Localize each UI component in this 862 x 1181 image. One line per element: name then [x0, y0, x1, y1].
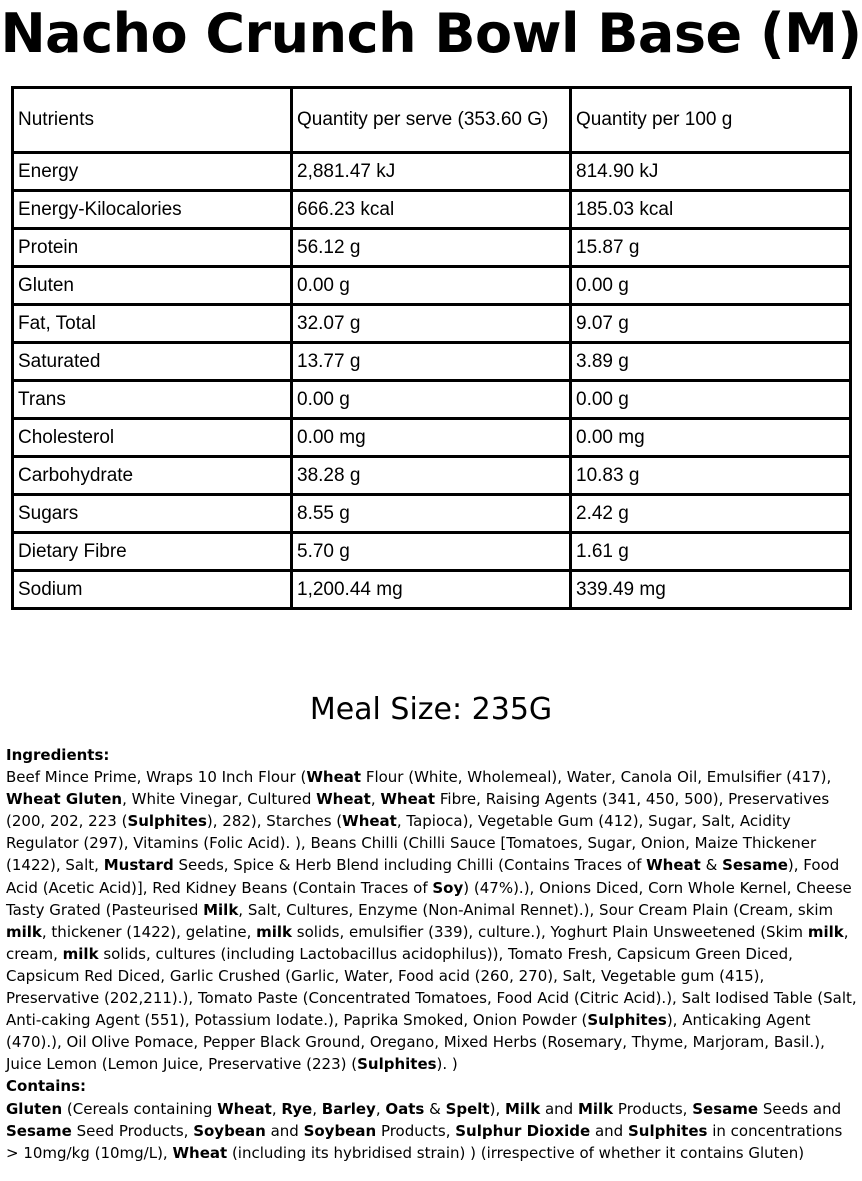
- ingredients-section: [6, 744, 858, 1164]
- ingredient-text: ), 282), Starches (: [206, 812, 343, 831]
- ingredient-text: Beef Mince Prime, Wraps 10 Inch Flour (: [6, 768, 307, 787]
- header-quantity-per-serve: Quantity per serve (353.60 G): [292, 88, 571, 153]
- table-row: [13, 229, 851, 267]
- ingredients-heading: Ingredients:: [6, 746, 110, 764]
- per-serve-cell: 666.23 kcal: [292, 191, 571, 229]
- per-100g-cell: 3.89 g: [571, 343, 851, 381]
- nutrient-name-cell: Gluten: [13, 267, 292, 305]
- allergen-text: Soybean: [303, 1121, 377, 1140]
- per-100g-cell: 339.49 mg: [571, 571, 851, 609]
- per-serve-cell: 2,881.47 kJ: [292, 153, 571, 191]
- allergen-text: Wheat: [172, 1143, 228, 1162]
- allergen-text: Sulphur Dioxide: [455, 1121, 591, 1140]
- per-100g-cell: 2.42 g: [571, 495, 851, 533]
- per-serve-cell: 13.77 g: [292, 343, 571, 381]
- table-row: [13, 381, 851, 419]
- per-serve-cell: 38.28 g: [292, 457, 571, 495]
- per-100g-cell: 15.87 g: [571, 229, 851, 267]
- per-100g-cell: 814.90 kJ: [571, 153, 851, 191]
- allergen-text: milk: [6, 922, 42, 941]
- contains-heading: Contains:: [6, 1077, 87, 1096]
- per-serve-cell: 0.00 g: [292, 267, 571, 305]
- allergen-text: Milk: [577, 1099, 614, 1118]
- per-serve-cell: 0.00 g: [292, 381, 571, 419]
- ingredient-text: Seeds and: [758, 1099, 842, 1118]
- nutrient-name-cell: Energy: [13, 153, 292, 191]
- allergen-text: milk: [62, 944, 99, 963]
- allergen-text: Wheat: [306, 768, 362, 787]
- ingredient-text: ), Anticaking Agent (470).), Oil Olive Pomace, Pepper Black Ground, Oregano, Mixed Herbs (Rosemary, Thyme, Marjoram, Basil.), Juice Lemon (Lemon Juice, Preservative (223) (: [6, 1011, 825, 1074]
- allergen-text: Wheat: [217, 1099, 272, 1118]
- ingredient-text: Products,: [376, 1121, 456, 1140]
- ingredient-text: , White Vinegar, Cultured: [122, 790, 317, 809]
- nutrient-name-cell: Fat, Total: [13, 305, 292, 343]
- ingredients-text: [6, 766, 858, 1075]
- nutrient-name-cell: Sodium: [13, 571, 292, 609]
- ingredient-text: , cream,: [6, 922, 849, 963]
- allergen-text: Sulphites: [627, 1121, 708, 1140]
- nutrient-name-cell: Cholesterol: [13, 419, 292, 457]
- allergen-text: Sulphites: [357, 1055, 437, 1074]
- per-100g-cell: 10.83 g: [571, 457, 851, 495]
- table-row: [13, 457, 851, 495]
- per-serve-cell: 1,200.44 mg: [292, 571, 571, 609]
- ingredient-text: &: [700, 856, 723, 875]
- table-row: [13, 305, 851, 343]
- allergen-text: Wheat: [646, 856, 701, 875]
- allergen-text: milk: [256, 922, 293, 941]
- contains-text: [6, 1098, 858, 1164]
- table-row: [13, 267, 851, 305]
- nutrient-name-cell: Carbohydrate: [13, 457, 292, 495]
- ingredient-text: ,: [312, 1099, 322, 1118]
- allergen-text: Gluten: [6, 1099, 63, 1118]
- header-quantity-per-100g: Quantity per 100 g: [571, 88, 851, 153]
- allergen-text: Oats: [385, 1099, 425, 1118]
- ingredient-text: ), Food Acid (Acetic Acid)], Red Kidney Beans (Contain Traces of: [6, 856, 840, 897]
- nutrient-name-cell: Dietary Fibre: [13, 533, 292, 571]
- table-header-row: [13, 88, 851, 153]
- allergen-text: Spelt: [445, 1099, 490, 1118]
- per-100g-cell: 1.61 g: [571, 533, 851, 571]
- ingredient-text: solids, cultures (including Lactobacillus acidophilus)), Tomato Fresh, Capsicum Green Diced, Capsicum Red Diced, Garlic Crushed (Garlic, Water, Food acid (260, 270), Salt, Vegetable gum (415), Preservative (202,211).), Tomato Paste (Concentrated Tomatoes, Food Acid (Citric Acid).), Salt Iodised Table (Salt, Anti-caking Agent (551), Potassium Iodate.), Paprika Smoked, Onion Powder (: [6, 944, 857, 1030]
- allergen-text: Milk: [203, 900, 239, 919]
- ingredient-text: (Cereals containing: [62, 1099, 218, 1118]
- per-100g-cell: 0.00 g: [571, 381, 851, 419]
- table-row: [13, 571, 851, 609]
- ingredient-text: Seed Products,: [71, 1121, 194, 1140]
- allergen-text: Wheat Gluten: [6, 790, 123, 809]
- ingredient-text: , Tapioca), Vegetable Gum (412), Sugar, Salt, Acidity Regulator (297), Vitamins (Folic Acid). ), Beans Chilli (Chilli Sauce [Tomatoes, Sugar, Onion, Maize Thickener (1422), Salt,: [6, 812, 817, 875]
- allergen-text: Rye: [281, 1099, 313, 1118]
- nutrition-table-body: [13, 88, 851, 609]
- ingredient-text: and: [540, 1099, 578, 1118]
- ingredient-text: Seeds, Spice & Herb Blend including Chilli (Contains Traces of: [173, 856, 647, 875]
- ingredient-text: ). ): [436, 1055, 458, 1074]
- table-row: [13, 343, 851, 381]
- ingredient-text: in concentrations > 10mg/kg (10mg/L),: [6, 1121, 843, 1162]
- ingredient-text: , Salt, Cultures, Enzyme (Non-Animal Rennet).), Sour Cream Plain (Cream, skim: [238, 900, 834, 919]
- ingredient-text: Fibre, Raising Agents (341, 450, 500), Preservatives (200, 202, 223 (: [6, 790, 830, 831]
- meal-size: Meal Size: 235G: [309, 692, 553, 727]
- nutrient-name-cell: Saturated: [13, 343, 292, 381]
- per-100g-cell: 0.00 g: [571, 267, 851, 305]
- nutrient-name-cell: Protein: [13, 229, 292, 267]
- per-serve-cell: 8.55 g: [292, 495, 571, 533]
- allergen-text: Soybean: [193, 1121, 266, 1140]
- ingredient-text: &: [424, 1099, 446, 1118]
- per-serve-cell: 5.70 g: [292, 533, 571, 571]
- allergen-text: Mustard: [103, 856, 174, 875]
- allergen-text: Wheat: [316, 790, 371, 809]
- ingredient-text: ,: [375, 1099, 386, 1118]
- page-title: Nacho Crunch Bowl Base (M): [0, 2, 862, 65]
- ingredient-text: ),: [489, 1099, 505, 1118]
- per-100g-cell: 185.03 kcal: [571, 191, 851, 229]
- per-serve-cell: 0.00 mg: [292, 419, 571, 457]
- allergen-text: Barley: [321, 1099, 376, 1118]
- allergen-text: Sulphites: [127, 812, 207, 831]
- table-row: [13, 153, 851, 191]
- per-100g-cell: 9.07 g: [571, 305, 851, 343]
- table-row: [13, 495, 851, 533]
- allergen-text: Soy: [432, 878, 464, 897]
- header-nutrients: Nutrients: [13, 88, 292, 153]
- allergen-text: Sesame: [692, 1099, 759, 1118]
- allergen-text: Milk: [505, 1099, 541, 1118]
- ingredient-text: ) (47%).), Onions Diced, Corn Whole Kernel, Cheese Tasty Grated (Pasteurised: [6, 878, 852, 919]
- table-row: [13, 419, 851, 457]
- allergen-text: Wheat: [342, 812, 397, 831]
- ingredient-text: ,: [370, 790, 381, 809]
- ingredient-text: (including its hybridised strain) ) (irrespective of whether it contains Gluten): [227, 1143, 805, 1162]
- allergen-text: Sulphites: [587, 1011, 667, 1030]
- nutrient-name-cell: Sugars: [13, 495, 292, 533]
- ingredient-text: Flour (White, Wholemeal), Water, Canola Oil, Emulsifier (417),: [361, 768, 832, 787]
- per-serve-cell: 32.07 g: [292, 305, 571, 343]
- allergen-text: Sesame: [722, 856, 788, 875]
- allergen-text: Sesame: [6, 1121, 72, 1140]
- ingredient-text: Products,: [613, 1099, 693, 1118]
- ingredient-text: and: [265, 1121, 304, 1140]
- nutrition-table: [11, 86, 852, 610]
- ingredient-text: solids, emulsifier (339), culture.), Yoghurt Plain Unsweetened (Skim: [292, 922, 808, 941]
- table-row: [13, 191, 851, 229]
- ingredient-text: , thickener (1422), gelatine,: [41, 922, 257, 941]
- per-serve-cell: 56.12 g: [292, 229, 571, 267]
- allergen-text: milk: [807, 922, 844, 941]
- per-100g-cell: 0.00 mg: [571, 419, 851, 457]
- nutrient-name-cell: Trans: [13, 381, 292, 419]
- ingredient-text: and: [590, 1121, 628, 1140]
- nutrient-name-cell: Energy-Kilocalories: [13, 191, 292, 229]
- allergen-text: Wheat: [380, 790, 436, 809]
- table-row: [13, 533, 851, 571]
- ingredient-text: ,: [271, 1099, 282, 1118]
